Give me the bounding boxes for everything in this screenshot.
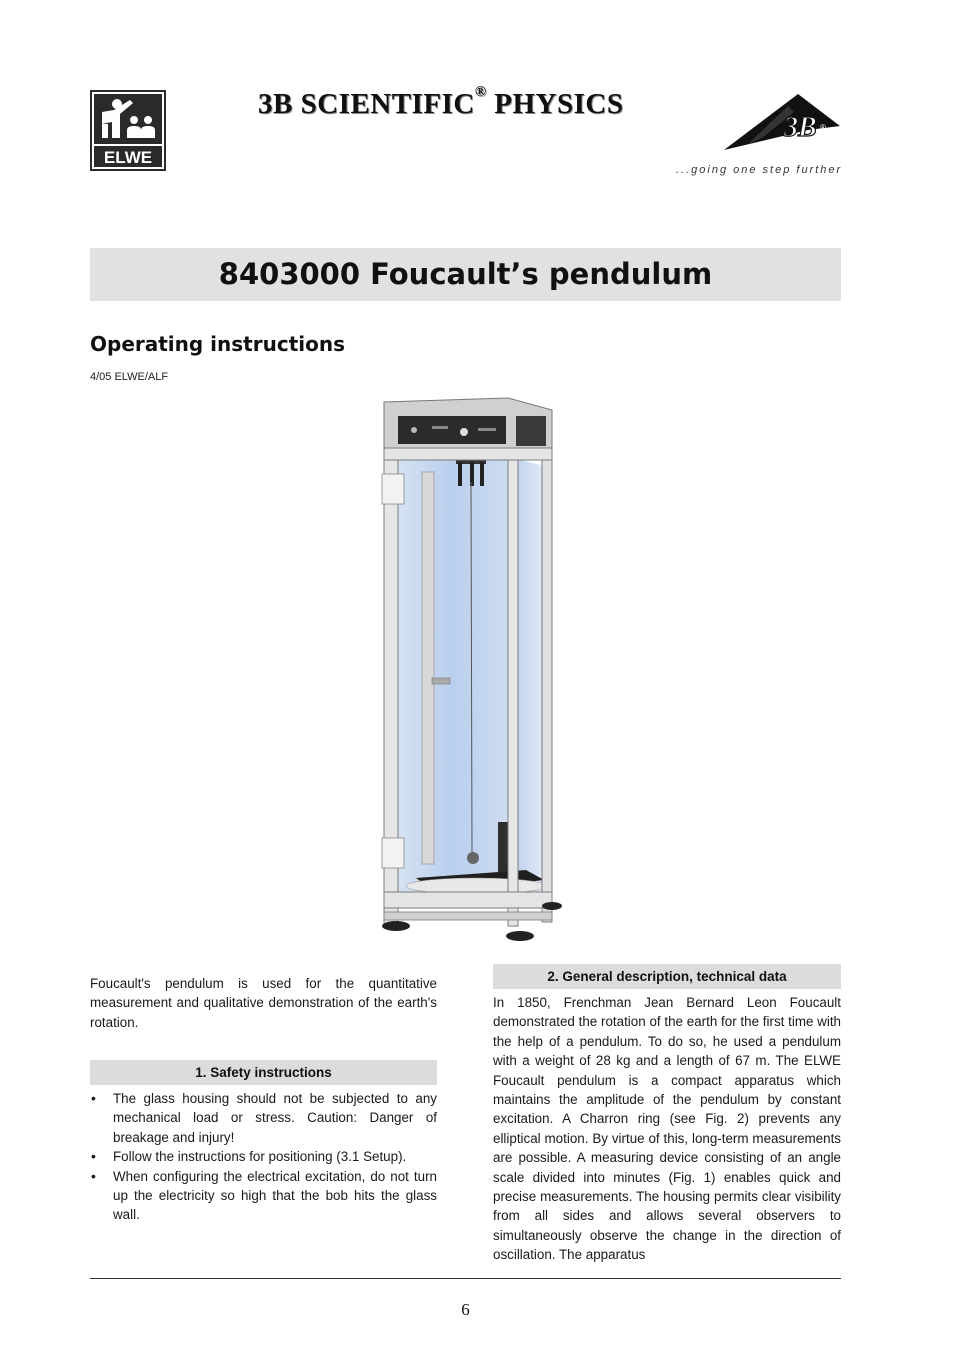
brand-title — [258, 84, 624, 121]
title-bar — [90, 248, 841, 301]
elwe-logo — [90, 90, 166, 171]
safety-heading: 1. Safety instructions — [90, 1060, 437, 1085]
list-item: • The glass housing should not be subjected to any mechanical load or stress. Caution: Danger of breakage and injury! — [90, 1089, 437, 1147]
document-title: 8403000 Foucault’s pendulum — [218, 257, 713, 291]
tagline: ...going one step further — [676, 164, 843, 176]
logo-3b — [724, 92, 840, 152]
pendulum-housing-illustration — [376, 392, 562, 944]
general-description-heading: 2. General description, technical data — [493, 964, 841, 989]
list-item: • Follow the instructions for positioning (3.1 Setup). — [90, 1147, 437, 1166]
elwe-logo-graphic — [90, 90, 166, 171]
document-code: 4/05 ELWE/ALF — [90, 371, 169, 383]
safety-list — [90, 1089, 437, 1225]
registered-mark: ® — [474, 84, 487, 100]
product-photo — [376, 392, 562, 944]
logo-3b-graphic — [724, 92, 840, 152]
list-item: • When configuring the electrical excitation, do not turn up the electricity so high that the bob hits the glass wall. — [90, 1167, 437, 1225]
footer-divider — [90, 1278, 841, 1279]
logo-3b-mark: ® — [820, 123, 826, 132]
elwe-logo-text: ELWE — [103, 148, 153, 167]
logo-3b-text: 3B — [784, 112, 817, 143]
brand-name: 3B SCIENTIFIC — [258, 88, 475, 120]
brand-suffix: PHYSICS — [494, 88, 624, 120]
page-number: 6 — [461, 1300, 470, 1319]
intro-paragraph: Foucault's pendulum is used for the quantitative measurement and qualitative demonstration of the earth's rotation. — [90, 976, 437, 1030]
subtitle: Operating instructions — [90, 332, 345, 356]
general-description-text: In 1850, Frenchman Jean Bernard Leon Foucault demonstrated the rotation of the earth for the first time with the help of a pendulum. To do so, he used a pendulum with a weight of 28 kg and a length of 67 m. The ELWE Foucault pendulum is a compact apparatus which maintains the amplitude of the pendulum by constant excitation. A Charron ring (see Fig. 2) prevents any elliptical motion. By virtue of this, long-term measurements are possible. A measuring device consisting of an angle scale divided into minutes (Fig. 1) enables quick and precise measurements. The housing permits clear visibility from all sides and allows several observers to simultaneously observe the change in the direction of oscillation. The apparatus — [493, 995, 841, 1263]
